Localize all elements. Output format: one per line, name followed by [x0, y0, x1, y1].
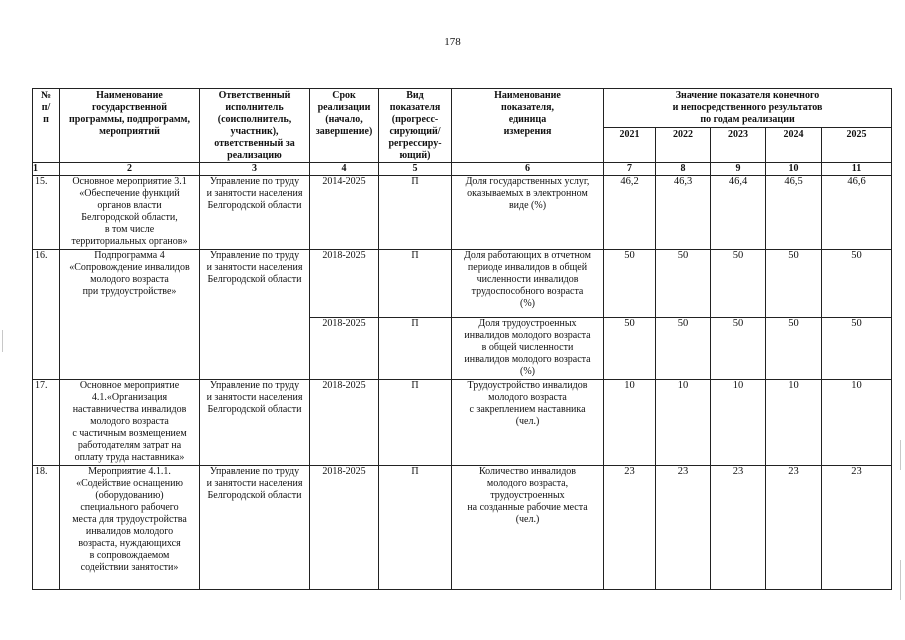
responsible-executor: Управление по труду и занятости населения Белгородской области	[200, 466, 310, 590]
indicator-value: 50	[766, 250, 822, 318]
indicator-value: 50	[822, 250, 892, 318]
column-numbers-row	[33, 163, 892, 176]
indicator-name: Трудоустройство инвалидов молодого возраста с закреплением наставника (чел.)	[452, 380, 604, 466]
column-number: 10	[766, 163, 822, 176]
header-values-group: Значение показателя конечного и непосредственного результатов по годам реализации	[604, 89, 892, 128]
header-year: 2023	[711, 127, 766, 162]
scan-edge-mark	[900, 440, 901, 470]
column-number: 4	[310, 163, 379, 176]
indicator-value: 50	[766, 318, 822, 380]
indicator-value: 10	[711, 380, 766, 466]
program-name: Мероприятие 4.1.1. «Содействие оснащению (оборудованию) специального рабочего места для трудоустройства инвалидов молодого возраста, нуждающихся в сопровождаемом содействии занятости»	[60, 466, 200, 590]
indicator-type: П	[379, 380, 452, 466]
indicator-value: 50	[822, 318, 892, 380]
indicator-value: 23	[766, 466, 822, 590]
scan-edge-mark	[2, 330, 3, 352]
header-indicator-name: Наименование показателя, единица измерения	[452, 89, 604, 163]
indicator-value: 10	[656, 380, 711, 466]
indicator-value: 10	[822, 380, 892, 466]
program-name: Подпрограмма 4 «Сопровождение инвалидов молодого возраста при трудоустройстве»	[60, 250, 200, 380]
responsible-executor: Управление по труду и занятости населения Белгородской области	[200, 250, 310, 380]
implementation-term: 2018-2025	[310, 380, 379, 466]
column-number: 9	[711, 163, 766, 176]
header-year: 2024	[766, 127, 822, 162]
indicator-name: Доля трудоустроенных инвалидов молодого возраста в общей численности инвалидов молодого возраста (%)	[452, 318, 604, 380]
indicator-value: 46,3	[656, 176, 711, 250]
row-number: 16.	[33, 250, 60, 380]
indicator-value: 50	[711, 318, 766, 380]
indicator-type: П	[379, 250, 452, 318]
column-number: 3	[200, 163, 310, 176]
column-number: 2	[60, 163, 200, 176]
header-year: 2021	[604, 127, 656, 162]
column-number: 1	[33, 163, 60, 176]
header-year: 2025	[822, 127, 892, 162]
indicator-value: 10	[766, 380, 822, 466]
indicator-value: 50	[711, 250, 766, 318]
indicator-name: Доля работающих в отчетном периоде инвалидов в общей численности инвалидов трудоспособного возраста (%)	[452, 250, 604, 318]
header-responsible: Ответственный исполнитель (соисполнитель, участник), ответственный за реализацию	[200, 89, 310, 163]
indicator-value: 50	[604, 318, 656, 380]
table-row	[33, 176, 892, 250]
header-indicator-type: Вид показателя (прогресс- сирующий/ регрессиру- ющий)	[379, 89, 452, 163]
program-name: Основное мероприятие 3.1 «Обеспечение функций органов власти Белгородской области, в том числе территориальных органов»	[60, 176, 200, 250]
indicator-value: 23	[656, 466, 711, 590]
indicator-value: 10	[604, 380, 656, 466]
indicator-value: 23	[711, 466, 766, 590]
indicator-value: 50	[656, 318, 711, 380]
implementation-term: 2014-2025	[310, 176, 379, 250]
indicators-table	[32, 88, 892, 590]
column-number: 11	[822, 163, 892, 176]
column-number: 5	[379, 163, 452, 176]
responsible-executor: Управление по труду и занятости населения Белгородской области	[200, 380, 310, 466]
row-number: 17.	[33, 380, 60, 466]
header-program-name: Наименование государственной программы, подпрограмм, мероприятий	[60, 89, 200, 163]
row-number: 15.	[33, 176, 60, 250]
header-term: Срок реализации (начало, завершение)	[310, 89, 379, 163]
indicator-value: 50	[656, 250, 711, 318]
implementation-term: 2018-2025	[310, 466, 379, 590]
indicator-type: П	[379, 466, 452, 590]
indicator-type: П	[379, 176, 452, 250]
indicator-value: 46,6	[822, 176, 892, 250]
implementation-term: 2018-2025	[310, 250, 379, 318]
column-number: 7	[604, 163, 656, 176]
scan-edge-mark	[900, 560, 901, 600]
header-number: № п/ п	[33, 89, 60, 163]
indicator-name: Количество инвалидов молодого возраста, трудоустроенных на созданные рабочие места (чел.)	[452, 466, 604, 590]
indicator-name: Доля государственных услуг, оказываемых в электронном виде (%)	[452, 176, 604, 250]
indicator-value: 46,4	[711, 176, 766, 250]
row-number: 18.	[33, 466, 60, 590]
column-number: 8	[656, 163, 711, 176]
column-number: 6	[452, 163, 604, 176]
indicator-value: 23	[822, 466, 892, 590]
indicator-value: 46,2	[604, 176, 656, 250]
responsible-executor: Управление по труду и занятости населения Белгородской области	[200, 176, 310, 250]
page-number: 178	[444, 36, 461, 48]
table-row	[33, 250, 892, 318]
indicator-value: 50	[604, 250, 656, 318]
implementation-term: 2018-2025	[310, 318, 379, 380]
table-row	[33, 466, 892, 590]
indicator-type: П	[379, 318, 452, 380]
program-name: Основное мероприятие 4.1.«Организация наставничества инвалидов молодого возраста с частичным возмещением работодателям затрат на оплату труда наставника»	[60, 380, 200, 466]
table-row	[33, 380, 892, 466]
indicator-value: 46,5	[766, 176, 822, 250]
indicator-value: 23	[604, 466, 656, 590]
header-year: 2022	[656, 127, 711, 162]
